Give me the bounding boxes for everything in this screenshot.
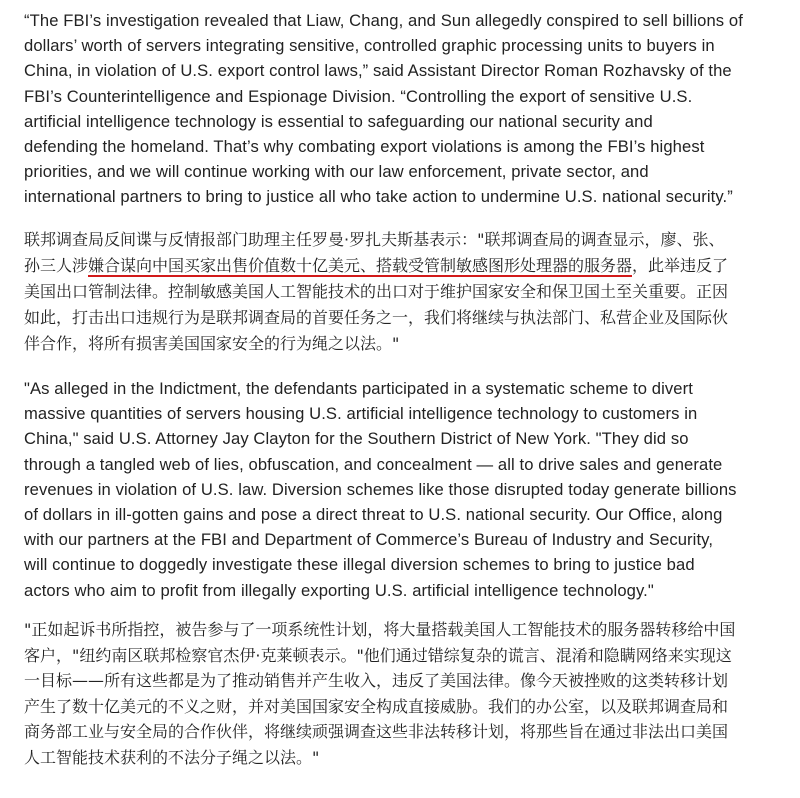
text-line: artificial intelligence technology is essential to safeguarding our national security and <box>24 111 653 131</box>
text-line: China, in violation of U.S. export control laws,” said Assistant Director Roman Rozhavsky of the <box>24 61 732 81</box>
text-line: through a tangled web of lies, obfuscation, and concealment — all to drive sales and generate <box>24 454 723 474</box>
text-line: 一目标——所有这些都是为了推动销售并产生收入，违反了美国法律。像今天被挫败的这类转移计划 <box>24 671 729 691</box>
text-line: "As alleged in the Indictment, the defendants participated in a systematic scheme to divert <box>24 379 693 398</box>
text-lines <box>24 279 790 357</box>
text-line: "正如起诉书所指控，被告参与了一项系统性计划，将大量搭载美国人工智能技术的服务器转移给中国 <box>24 620 736 639</box>
text-line: international partners to bring to justice all who take action to undermine U.S. national security.” <box>24 187 733 207</box>
text-line: with our partners at the FBI and Department of Commerce’s Bureau of Industry and Security, <box>24 530 714 550</box>
fbi-quote-english <box>24 8 790 210</box>
red-underlined-highlight: 嫌合谋向中国买家出售价值数十亿美元、搭载受管制敏感图形处理器的服务器 <box>88 256 633 275</box>
text-line: priorities, and we will continue working with our law enforcement, private sector, and <box>24 162 649 182</box>
text-line: China," said U.S. Attorney Jay Clayton for the Southern District of New York. "They did so <box>24 429 689 449</box>
text-line: 产生了数十亿美元的不义之财，并对美国国家安全构成直接威胁。我们的办公室，以及联邦调查局和 <box>24 696 729 716</box>
text-line: FBI’s Counterintelligence and Espionage Division. “Controlling the export of sensitive U.S. <box>24 86 693 106</box>
text-line: of dollars in ill-gotten gains and pose a direct threat to U.S. national security. Our Office, along <box>24 505 723 525</box>
text-line: actors who aim to profit from illegally exporting U.S. artificial intelligence technology." <box>24 580 654 600</box>
text-line: 美国出口管制法律。控制敏感美国人工智能技术的出口对于维护国家安全和保卫国土至关重要。正因 <box>24 282 729 301</box>
text-line: will continue to doggedly investigate these illegal diversion schemes to bring to justice bad <box>24 555 695 575</box>
fbi-quote-chinese <box>24 227 790 357</box>
text-line: 联邦调查局反间谍与反情报部门助理主任罗曼·罗扎夫斯基表示："联邦调查局的调查显示，廖、张、 <box>24 230 725 249</box>
text-line: massive quantities of servers housing U.S. artificial intelligence technology to customers in <box>24 404 698 424</box>
text-line: 人工智能技术获利的不法分子绳之以法。" <box>24 747 320 767</box>
text-line: 如此，打击出口违规行为是联邦调查局的首要任务之一，我们将继续与执法部门、私营企业及国际伙 <box>24 308 729 327</box>
text-line: 伴合作，将所有损害美国国家安全的行为绳之以法。" <box>24 334 400 353</box>
sdny-quote-chinese <box>24 617 790 771</box>
text-line: defending the homeland. That’s why combating export violations is among the FBI’s highest <box>24 137 705 157</box>
text-line: dollars’ worth of servers integrating sensitive, controlled graphic processing units to buyers in <box>24 36 715 56</box>
text-line: revenues in violation of U.S. law. Diversion schemes like those disrupted today generate billions <box>24 479 737 499</box>
text-line: 客户，"纽约南区联邦检察官杰伊·克莱顿表示。"他们通过错综复杂的谎言、混淆和隐瞒网络来实现这 <box>24 645 732 665</box>
text-line: “The FBI’s investigation revealed that Liaw, Chang, and Sun allegedly conspired to sell billions of <box>24 11 743 30</box>
text-line <box>24 253 790 279</box>
text-segment: 孙三人涉 <box>24 256 89 275</box>
text-line: 商务部工业与安全局的合作伙伴，将继续顽强调查这些非法转移计划，将那些旨在通过非法出口美国 <box>24 722 729 742</box>
text-segment: ，此举违反了 <box>632 256 729 275</box>
sdny-quote-english <box>24 376 790 603</box>
